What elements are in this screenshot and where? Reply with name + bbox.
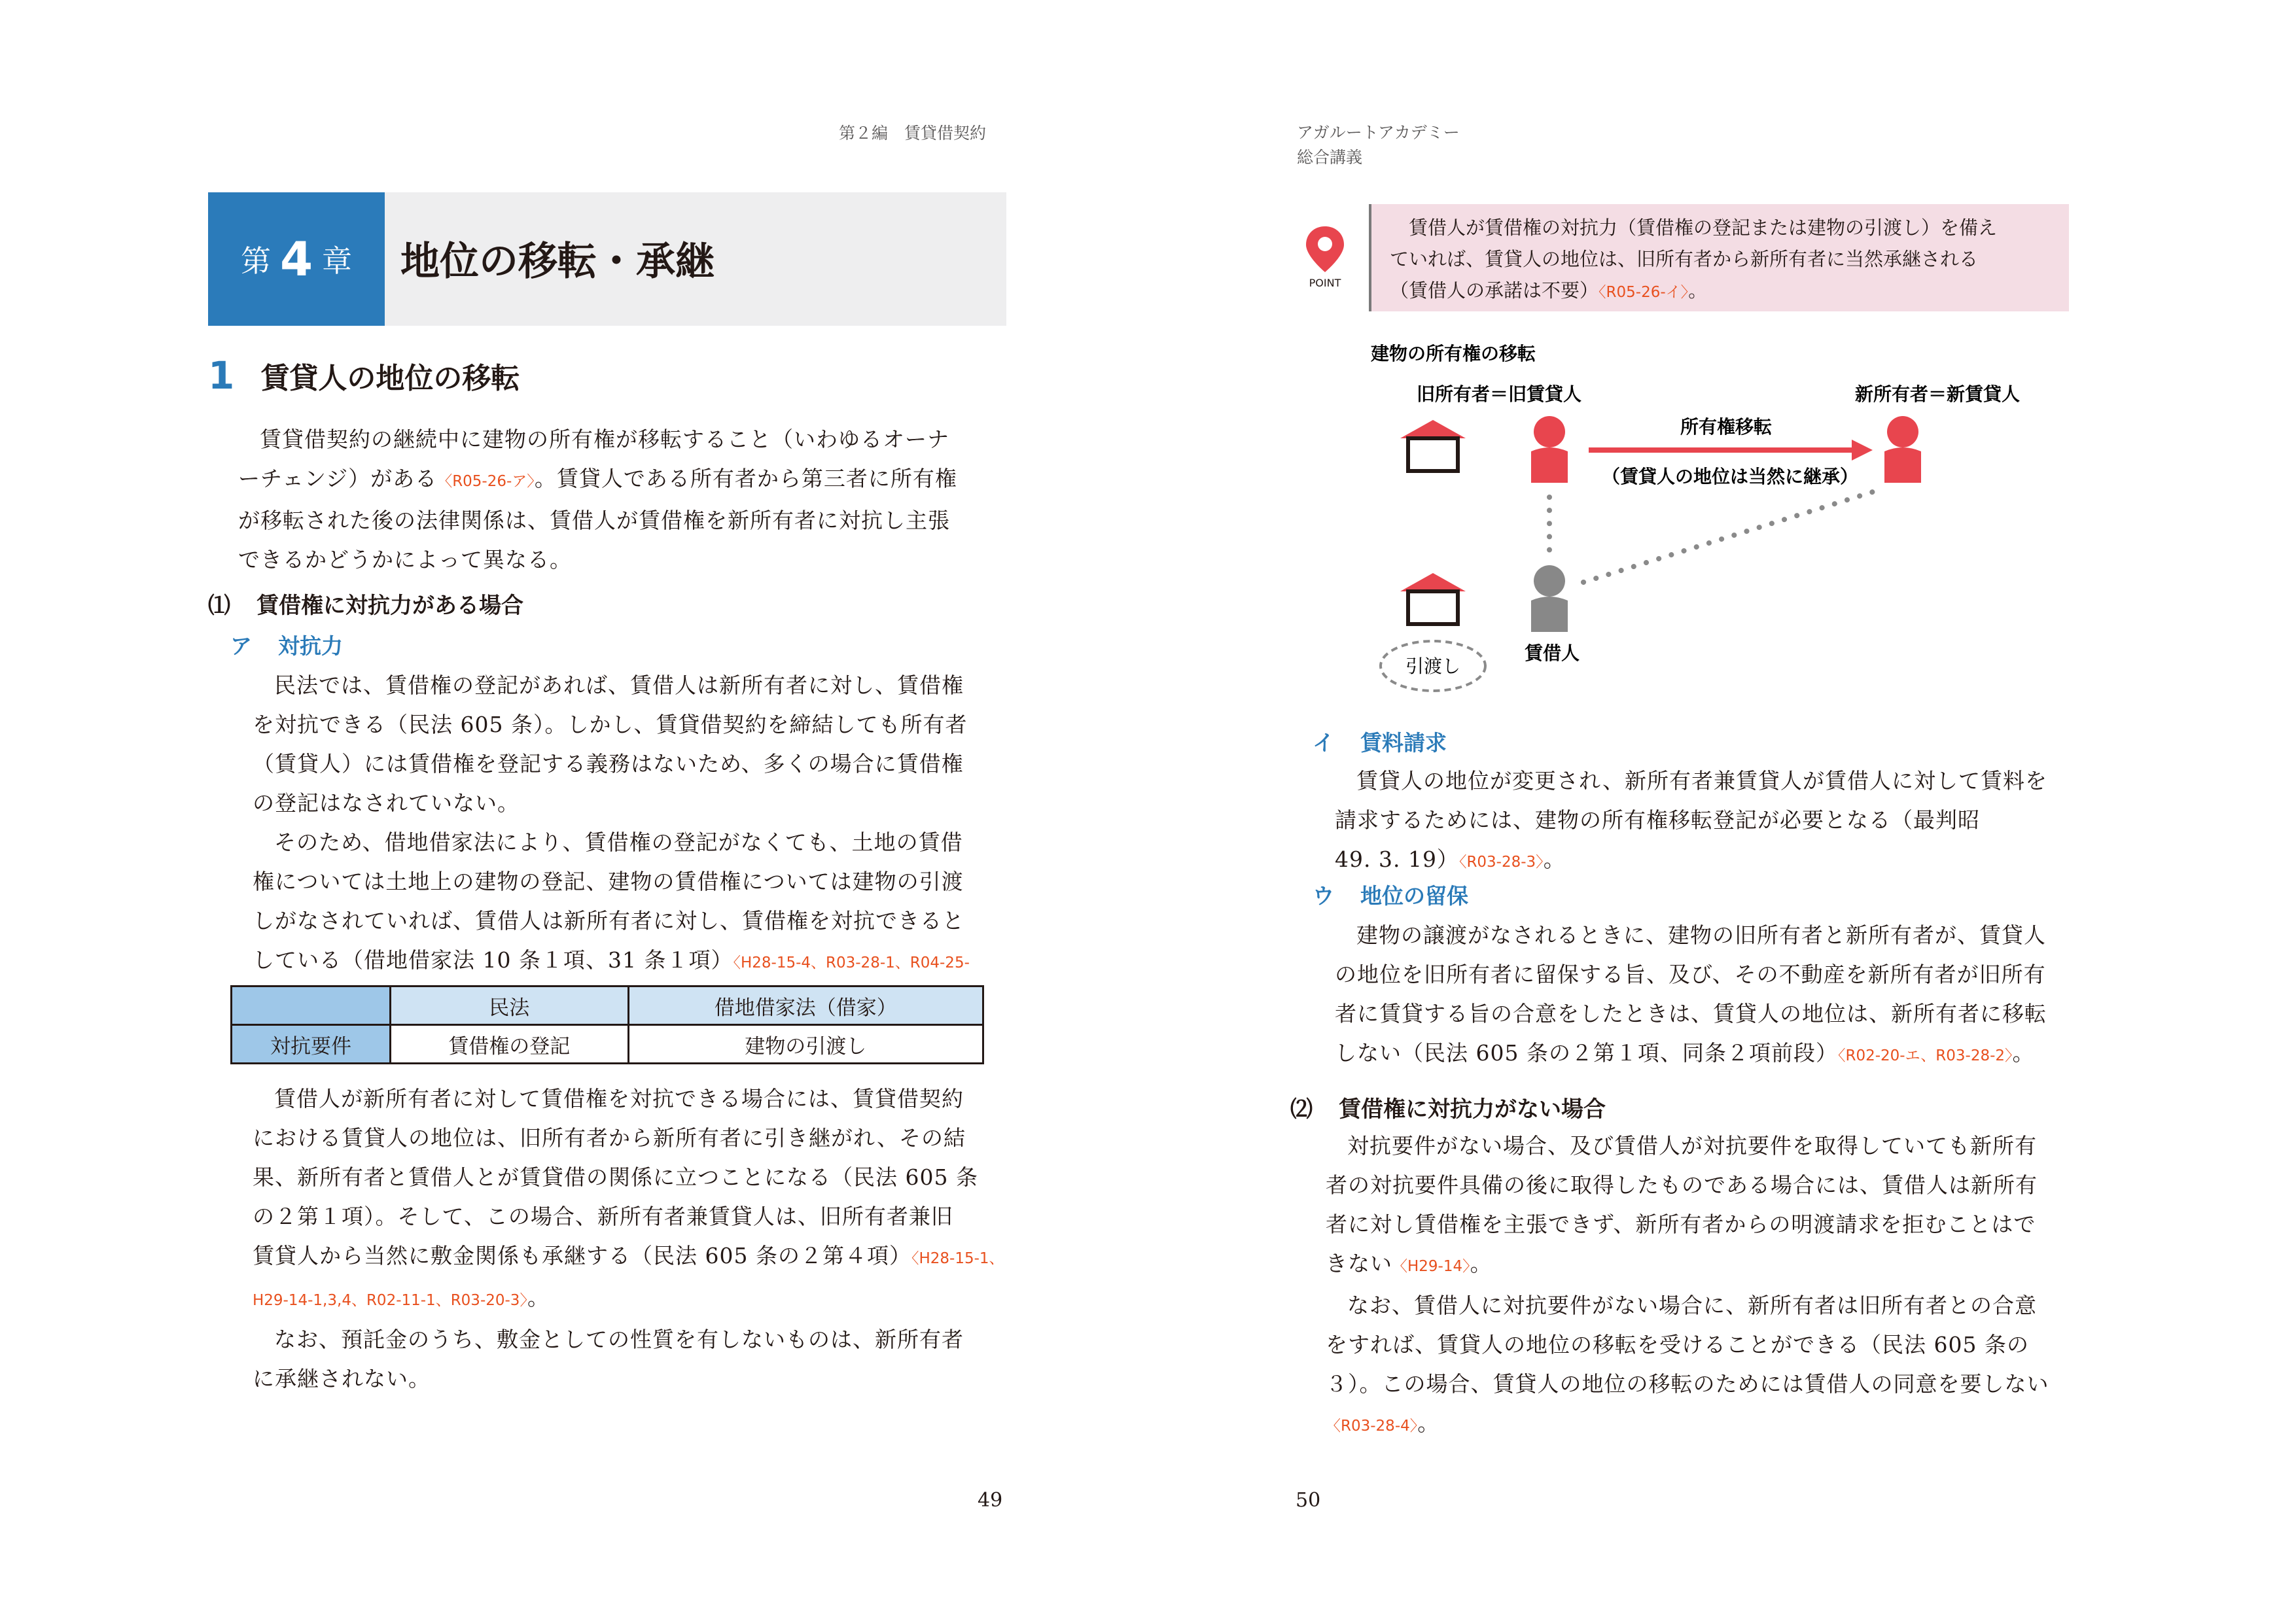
item-title: 賃料請求: [1360, 730, 1447, 756]
point-pin-icon: [1302, 224, 1348, 289]
section-heading: [208, 353, 520, 398]
subsection-label: ⑴: [208, 593, 230, 619]
text-line: をすれば、賃貸人の地位の移転を受けることができる（民法 605 条の: [1326, 1332, 2029, 1357]
text-line: における賃貸人の地位は、旧所有者から新所有者に引き継がれ、その結: [253, 1125, 966, 1151]
item-label: ア: [230, 633, 252, 659]
exam-reference: 〈H28-15-1、: [911, 1250, 1004, 1267]
subsection-heading-1: [208, 587, 523, 620]
item-title: 対抗力: [278, 633, 343, 659]
old-owner-person-icon: [1531, 416, 1568, 483]
exam-reference: 〈R05-26-イ〉: [1598, 284, 1689, 301]
text-line: しがなされていれば、賃借人は新所有者に対し、賃借権を対抗できると: [253, 908, 964, 934]
diagram-title: 建物の所有権の移転: [1371, 343, 1536, 364]
transfer-label: 所有権移転: [1680, 416, 1773, 438]
exam-reference: H29-14-1,3,4、R02-11-1、R03-20-3〉: [253, 1292, 527, 1309]
text-line: 者に賃貸する旨の合意をしたときは、賃貸人の地位は、新所有者に移転: [1335, 1001, 2047, 1026]
section-title: 賃貸人の地位の移転: [260, 362, 520, 395]
point-box: [1369, 204, 2069, 311]
table-header-cell: 民法: [391, 986, 629, 1025]
intro-line: ーチェンジ）がある〈R05-26-ア〉。賃貸人である所有者から第三者に所有権: [238, 466, 957, 491]
table-row: [232, 1025, 983, 1064]
text-line: 者の対抗要件具備の後に取得したものである場合には、賃借人は新所有: [1326, 1172, 2038, 1198]
text-line: 49. 3. 19）〈R03-28-3〉。: [1335, 846, 1566, 872]
chapter-number: 4: [279, 232, 313, 287]
running-header-right: アガルートアカデミー 総合講義: [1297, 123, 1460, 167]
table-corner-cell: [232, 986, 391, 1025]
text-line: なお、賃借人に対抗要件がない場合に、新所有者は旧所有者との合意: [1347, 1293, 2037, 1318]
text-line: の２第１項）。そして、この場合、新所有者兼賃貸人は、旧所有者兼旧: [253, 1204, 953, 1229]
ownership-transfer-diagram: [1368, 340, 2081, 707]
paragraph-2a: [1326, 1126, 2087, 1446]
item-label: ウ: [1313, 883, 1334, 909]
delivery-label: 引渡し: [1405, 655, 1461, 677]
item-heading-u: [1313, 879, 1468, 910]
text-line: 〈R03-28-4〉。: [1326, 1410, 1440, 1436]
exam-reference: 〈R05-26-ア〉: [437, 473, 535, 490]
text-line: しない（民法 605 条の２第１項、同条２項前段）〈R02-20-エ、R03-28-2〉。: [1335, 1040, 2035, 1066]
item-heading-a: [230, 629, 343, 660]
subsection-title: 賃借権に対抗力がある場合: [256, 593, 523, 619]
chapter-suffix: 章: [322, 243, 353, 279]
new-owner-label: 新所有者＝新賃貸人: [1855, 383, 2021, 405]
text-line: 賃貸人の地位が変更され、新所有者兼賃貸人が賃借人に対して賃料を: [1356, 768, 2047, 794]
exam-reference: 〈R02-20-エ、R03-28-2〉: [1837, 1047, 2013, 1064]
intro-line: できるかどうかによって異なる。: [238, 547, 572, 572]
table-cell: 建物の引渡し: [628, 1025, 983, 1064]
exam-reference: 〈R03-28-4〉: [1326, 1418, 1418, 1435]
item-title: 地位の留保: [1360, 883, 1468, 909]
intro-line: が移転された後の法律関係は、賃借人が賃借権を新所有者に対抗し主張: [238, 508, 950, 533]
old-owner-label: 旧所有者＝旧賃貸人: [1417, 383, 1582, 405]
relation-dotted-line: [1583, 492, 1873, 582]
transfer-arrow-icon: [1589, 440, 1873, 461]
text-line: そのため、借地借家法により、賃借権の登記がなくても、土地の賃借: [274, 829, 963, 855]
chapter-title: 地位の移転・承継: [400, 239, 715, 285]
text-line: を対抗できる（民法 605 条）。しかし、賃貸借契約を締結しても所有者: [253, 712, 968, 737]
new-owner-person-icon: [1884, 416, 1921, 483]
chapter-prefix: 第: [240, 243, 271, 279]
paragraph-a1: [253, 666, 1005, 1024]
page-number-right: 50: [1296, 1489, 1321, 1512]
intro-line: 賃貸借契約の継続中に建物の所有権が移転すること（いわゆるオーナ: [260, 427, 949, 452]
subsection-label: ⑵: [1290, 1096, 1313, 1123]
text-line: している（借地借家法 10 条１項、31 条１項）〈H28-15-4、R03-28-1、R04-25-: [253, 941, 1005, 1024]
requirements-table: [230, 985, 984, 1064]
point-line: ていれば、賃貸人の地位は、旧所有者から新所有者に当然承継される: [1390, 248, 1979, 270]
text-line: 果、新所有者と賃借人とが賃貸借の関係に立つことになる（民法 605 条: [253, 1164, 978, 1190]
house-icon: [1400, 573, 1466, 624]
house-icon: [1400, 420, 1466, 471]
text-line: 賃借人が新所有者に対して賃借権を対抗できる場合には、賃貸借契約: [274, 1086, 964, 1111]
subsection-title: 賃借権に対抗力がない場合: [1339, 1096, 1606, 1123]
text-line: 建物の譲渡がなされるときに、建物の旧所有者と新所有者が、賃貸人: [1356, 922, 2046, 948]
subsection-heading-2: [1290, 1091, 1606, 1123]
text-line: 民法では、賃借権の登記があれば、賃借人は新所有者に対し、賃借権: [274, 672, 964, 698]
chapter-number-box: [208, 192, 385, 326]
table-header-cell: 借地借家法（借家）: [628, 986, 983, 1025]
intro-paragraph: [238, 420, 1010, 580]
tenant-label: 賃借人: [1525, 642, 1580, 664]
text-line: の登記はなされていない。: [253, 790, 520, 816]
text-line: 対抗要件がない場合、及び賃借人が対抗要件を取得していても新所有: [1347, 1133, 2037, 1159]
text-line: （賃貸人）には賃借権を登記する義務はないため、多くの場合に賃借権: [253, 751, 964, 777]
item-label: イ: [1313, 730, 1334, 756]
text-line: きない〈H29-14〉。: [1326, 1251, 1492, 1276]
text-line: なお、預託金のうち、敷金としての性質を有しないものは、新所有者: [274, 1327, 964, 1352]
text-line: 者に対し賃借権を主張できず、新所有者からの明渡請求を拒むことはで: [1326, 1212, 2036, 1237]
text-line: の地位を旧所有者に留保する旨、及び、その不動産を新所有者が旧所有: [1335, 962, 2046, 987]
succession-label: （賃貸人の地位は当然に継承）: [1602, 466, 1859, 487]
table-cell: 賃借権の登記: [391, 1025, 629, 1064]
tenant-person-icon: [1531, 565, 1568, 632]
page-number-left: 49: [978, 1489, 1003, 1512]
exam-reference: 〈H29-14〉: [1392, 1258, 1470, 1275]
table-row-header: 対抗要件: [232, 1025, 391, 1064]
text-line: 権については土地上の建物の登記、建物の賃借権については建物の引渡: [253, 869, 964, 894]
section-number: 1: [208, 353, 235, 398]
paragraph-b: [253, 1079, 1005, 1399]
point-line: （賃借人の承諾は不要）〈R05-26-イ〉。: [1390, 279, 1708, 302]
item-heading-i: [1313, 726, 1447, 757]
text-line: 請求するためには、建物の所有権移転登記が必要となる（最判昭: [1335, 807, 1980, 833]
point-icon-label: POINT: [1309, 277, 1341, 289]
point-line: 賃借人が賃借権の対抗力（賃借権の登記または建物の引渡し）を備え: [1409, 217, 1998, 239]
text-line: ３）。この場合、賃貸人の地位の移転のためには賃借人の同意を要しない: [1326, 1371, 2049, 1397]
paragraph-i: [1335, 761, 2087, 882]
text-line: H29-14-1,3,4、R02-11-1、R03-20-3〉。: [253, 1285, 550, 1310]
text-line: 賃貸人から当然に敷金関係も承継する（民法 605 条の２第４項）〈H28-15-1、: [253, 1243, 1004, 1268]
exam-reference: 〈H28-15-4、R03-28-1、R04-25-: [733, 954, 970, 971]
exam-reference: 〈R03-28-3〉: [1458, 854, 1544, 871]
paragraph-u: [1335, 916, 2087, 1075]
running-header-left: 第２編 賃貸借契約: [839, 124, 987, 143]
table-header-row: [232, 986, 983, 1025]
text-line: に承継されない。: [253, 1366, 431, 1391]
